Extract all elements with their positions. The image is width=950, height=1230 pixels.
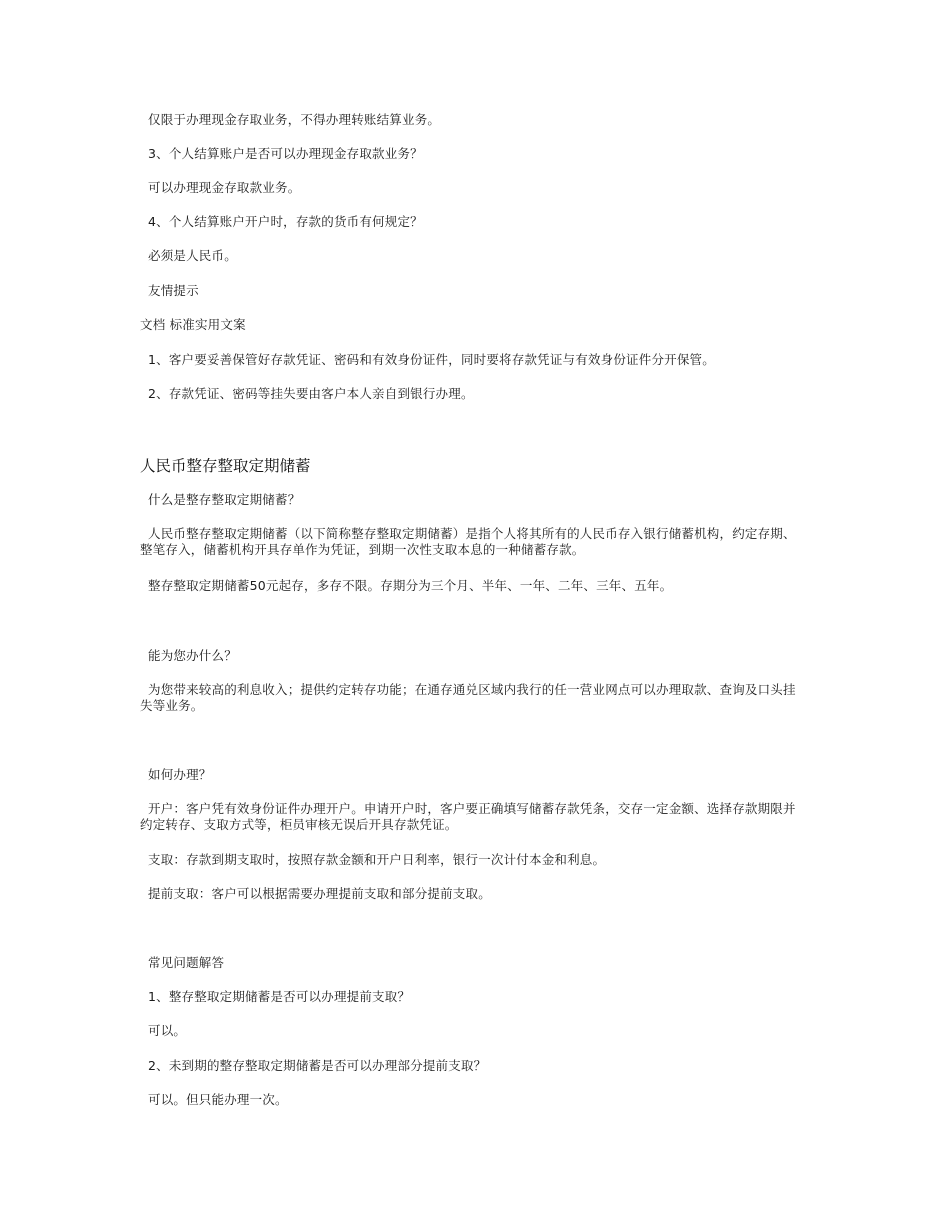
document-label: 文档 标准实用文案 (140, 317, 246, 332)
early-withdraw-line: 提前支取：客户可以根据需要办理提前支取和部分提前支取。 (148, 886, 491, 901)
section-title: 人民币整存整取定期储蓄 (140, 457, 311, 475)
subheading: 什么是整存整取定期储蓄？ (148, 492, 301, 507)
terms-line: 整存整取定期储蓄50元起存，多存不限。存期分为三个月、半年、一年、二年、三年、五年。 (148, 578, 673, 593)
faq-question: 3、个人结算账户是否可以办理现金存取款业务？ (148, 146, 423, 161)
benefit-paragraph: 为您带来较高的利息收入；提供约定转存功能；在通存通兑区域内我行的任一营业网点可以办理取款、查询及口头挂失等业务。 (140, 682, 796, 713)
subheading: 如何办理？ (148, 767, 212, 782)
tip-item: 2、存款凭证、密码等挂失要由客户本人亲自到银行办理。 (148, 386, 474, 401)
text-line: 仅限于办理现金存取业务，不得办理转账结算业务。 (148, 112, 441, 127)
definition-paragraph: 人民币整存整取定期储蓄（以下简称整存整取定期储蓄）是指个人将其所有的人民币存入银行储蓄机构，约定存期、整笔存入，储蓄机构开具存单作为凭证，到期一次性支取本息的一种储蓄存款。 (140, 526, 796, 557)
faq-answer: 可以。但只能办理一次。 (148, 1092, 288, 1107)
faq-answer: 必须是人民币。 (148, 248, 237, 263)
faq-heading: 常见问题解答 (148, 955, 225, 970)
tips-heading: 友情提示 (148, 283, 199, 298)
open-account-paragraph: 开户：客户凭有效身份证件办理开户。申请开户时，客户要正确填写储蓄存款凭条，交存一定金额、选择存款期限并约定转存、支取方式等，柜员审核无误后开具存款凭证。 (140, 801, 796, 832)
faq-question: 2、未到期的整存整取定期储蓄是否可以办理部分提前支取？ (148, 1058, 487, 1073)
faq-question: 1、整存整取定期储蓄是否可以办理提前支取？ (148, 989, 411, 1004)
tip-item: 1、客户要妥善保管好存款凭证、密码和有效身份证件，同时要将存款凭证与有效身份证件分开保管。 (148, 352, 715, 367)
subheading: 能为您办什么？ (148, 648, 237, 663)
faq-answer: 可以。 (148, 1023, 187, 1038)
faq-answer: 可以办理现金存取款业务。 (148, 180, 301, 195)
faq-question: 4、个人结算账户开户时，存款的货币有何规定？ (148, 214, 423, 229)
withdraw-line: 支取：存款到期支取时，按照存款金额和开户日利率，银行一次计付本金和利息。 (148, 852, 606, 867)
